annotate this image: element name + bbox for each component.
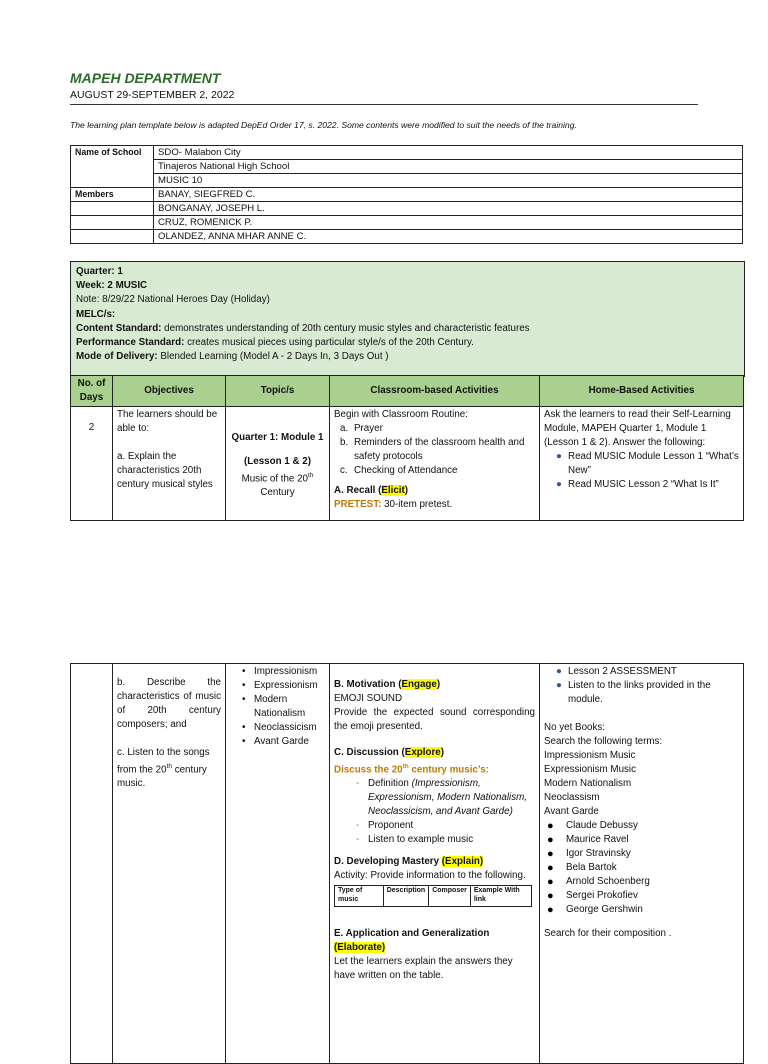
composer-item: ● Claude Debussy: [547, 820, 638, 832]
motivation-heading: B. Motivation (Engage): [334, 679, 441, 690]
col-header-topics: Topic/s: [226, 376, 330, 407]
term-item: Avant Garde: [544, 806, 599, 817]
discussion-list: [334, 777, 535, 847]
home-list-2: [544, 665, 739, 707]
mini-header: Description: [383, 886, 429, 907]
school-line: SDO- Malabon City: [154, 146, 743, 160]
no-books: No yet Books:: [544, 722, 605, 733]
bullet-icon: ●: [556, 666, 562, 677]
objective-b: b. Describe the characteristics of music of 20th century composers; and: [117, 677, 221, 730]
mastery-heading: D. Developing Mastery (Explain): [334, 856, 484, 868]
bullet-icon: ●: [547, 876, 554, 888]
home-item: ● Read MUSIC Lesson 2 “What Is It”: [556, 479, 719, 490]
lesson-plan-table-continued: [70, 663, 744, 1064]
col-header-classroom: Classroom-based Activities: [330, 376, 540, 407]
topic-title: Music of the 20th Century: [241, 472, 314, 499]
days-value: 2: [71, 407, 113, 521]
composer-item: ● Igor Stravinsky: [547, 848, 631, 860]
composer-item: ● Maurice Ravel: [547, 834, 629, 846]
mode-of-delivery-text: Blended Learning (Model A - 2 Days In, 3 Days Out ): [157, 351, 389, 363]
performance-standard-text: creates musical pieces using particular style/s of the 20th Century.: [184, 337, 474, 349]
pretest-line: PRETEST: 30-item pretest.: [334, 499, 453, 510]
objective-a: a. Explain the characteristics 20th century musical styles: [117, 451, 213, 490]
topics-cell: [226, 407, 330, 521]
application-tag: (Elaborate): [334, 942, 386, 954]
search-composition: Search for their composition .: [544, 928, 672, 939]
composer-list: [544, 819, 739, 917]
topic-list: [230, 665, 325, 749]
composer-item: ● George Gershwin: [547, 904, 643, 916]
bullet-icon: ●: [556, 451, 562, 462]
holiday-note: Note: 8/29/22 National Heroes Day (Holiday): [76, 294, 270, 306]
objective-c: c. Listen to the songs from the 20th century music.: [117, 747, 210, 790]
date-range: AUGUST 29-SEPTEMBER 2, 2022: [70, 89, 235, 101]
discussion-item: - Proponent: [356, 820, 414, 832]
content-standard: [76, 322, 739, 336]
bullet-icon: ●: [547, 848, 554, 860]
discussion-item: - Definition (Impressionism, Expressionism, Modern Nationalism, Neoclassicism, and Avant Garde): [356, 778, 527, 818]
school-line: Tinajeros National High School: [154, 160, 743, 174]
bullet-icon: ●: [556, 680, 562, 691]
discussion-subtitle: Discuss the 20th century music’s:: [334, 763, 489, 776]
topic-item: • Modern Nationalism: [242, 694, 306, 719]
composer-item: ● Bela Bartok: [547, 862, 617, 874]
name-of-school-label: Name of School: [71, 146, 154, 188]
bullet-icon: ●: [547, 890, 554, 902]
content-standard-label: Content Standard:: [76, 322, 162, 334]
routine-list: [334, 422, 535, 478]
term-item: Impressionism Music: [544, 750, 636, 761]
member-name: BONGANAY, JOSEPH L.: [154, 202, 743, 216]
col-header-days: No. of Days: [71, 376, 113, 407]
composer-item: ● Sergei Prokofiev: [547, 890, 638, 902]
quarter: Quarter: 1: [76, 266, 123, 277]
department-title: MAPEH DEPARTMENT: [70, 70, 221, 86]
composer-item: ● Arnold Schoenberg: [547, 876, 650, 888]
search-terms-label: Search the following terms:: [544, 736, 663, 747]
col-header-home: Home-Based Activities: [540, 376, 744, 407]
mini-header: Example With link: [470, 886, 531, 907]
member-name: CRUZ, ROMENICK P.: [154, 216, 743, 230]
school-line: MUSIC 10: [154, 174, 743, 188]
classroom-cell: [330, 407, 540, 521]
classroom-intro: Begin with Classroom Routine:: [334, 409, 468, 420]
melc-label: MELC/s:: [76, 308, 116, 320]
mastery-text: Activity: Provide information to the following.: [334, 870, 526, 882]
performance-standard-label: Performance Standard:: [76, 337, 185, 349]
discussion-item: - Listen to example music: [356, 834, 474, 846]
term-item: Expressionism Music: [544, 764, 637, 775]
bullet-icon: ●: [547, 904, 554, 916]
bullet-icon: ●: [556, 479, 562, 490]
lesson-plan-table: [70, 375, 744, 521]
topics-cell-2: [226, 664, 330, 1064]
recall-heading: A. Recall (Elicit): [334, 485, 409, 496]
home-item: ● Lesson 2 ASSESSMENT: [556, 666, 677, 677]
member-name: BANAY, SIEGFRED C.: [154, 188, 743, 202]
objectives-intro: The learners should be able to:: [117, 409, 218, 434]
col-header-objectives: Objectives: [113, 376, 226, 407]
week: Week: 2 MUSIC: [76, 280, 148, 292]
members-label: Members: [71, 188, 154, 202]
topic-module: Quarter 1: Module 1: [231, 432, 324, 443]
mode-of-delivery: [76, 350, 739, 364]
mastery-activity-table: [334, 885, 532, 907]
bullet-icon: ●: [547, 862, 554, 874]
bullet-icon: ●: [547, 834, 554, 846]
routine-item: b. Reminders of the classroom health and safety protocols: [340, 437, 525, 462]
motivation-text: Provide the expected sound corresponding the emoji presented.: [334, 707, 535, 732]
term-item: Modern Nationalism: [544, 778, 632, 789]
routine-item: c. Checking of Attendance: [340, 465, 458, 476]
routine-item: a. Prayer: [340, 423, 383, 434]
home-list: [544, 450, 739, 492]
topic-item: • Impressionism: [242, 666, 318, 677]
topic-lesson: (Lesson 1 & 2): [244, 456, 311, 467]
template-note: The learning plan template below is adapted DepEd Order 17, s. 2022. Some contents were modified to suit the needs of the training.: [70, 120, 577, 130]
school-table: [70, 145, 743, 244]
mode-of-delivery-label: Mode of Delivery:: [76, 351, 158, 363]
application-text: Let the learners explain the answers they have written on the table.: [334, 956, 513, 982]
member-name: OLANDEZ, ANNA MHAR ANNE C.: [154, 230, 743, 244]
topic-item: • Expressionism: [242, 680, 318, 691]
topic-item: • Neoclassicism: [242, 722, 317, 733]
bullet-icon: ●: [547, 820, 554, 832]
application-heading: E. Application and Generalization: [334, 928, 490, 940]
home-cell: [540, 407, 744, 521]
mini-header: Type of music: [335, 886, 384, 907]
home-intro: Ask the learners to read their Self-Learning Module, MAPEH Quarter 1, Module 1 (Lesson 1 & 2). Answer the following:: [544, 409, 731, 448]
objectives-cell-2: [113, 664, 226, 1064]
home-item: ● Read MUSIC Module Lesson 1 “What’s New”: [556, 451, 739, 476]
classroom-cell-2: [330, 664, 540, 1064]
objectives-cell: [113, 407, 226, 521]
motivation-title: EMOJI SOUND: [334, 693, 403, 704]
content-standard-text: demonstrates understanding of 20th century music styles and characteristic features: [161, 322, 530, 334]
discussion-heading: C. Discussion (Explore): [334, 747, 444, 758]
days-cell-empty: [71, 664, 113, 1064]
quarter-info-box: [70, 261, 745, 377]
home-cell-2: [540, 664, 744, 1064]
divider: [70, 104, 698, 105]
mini-header: Composer: [429, 886, 471, 907]
home-item: ● Listen to the links provided in the module.: [556, 680, 711, 705]
term-item: Neoclassism: [544, 792, 600, 803]
topic-item: • Avant Garde: [242, 736, 309, 747]
performance-standard: [76, 336, 739, 350]
